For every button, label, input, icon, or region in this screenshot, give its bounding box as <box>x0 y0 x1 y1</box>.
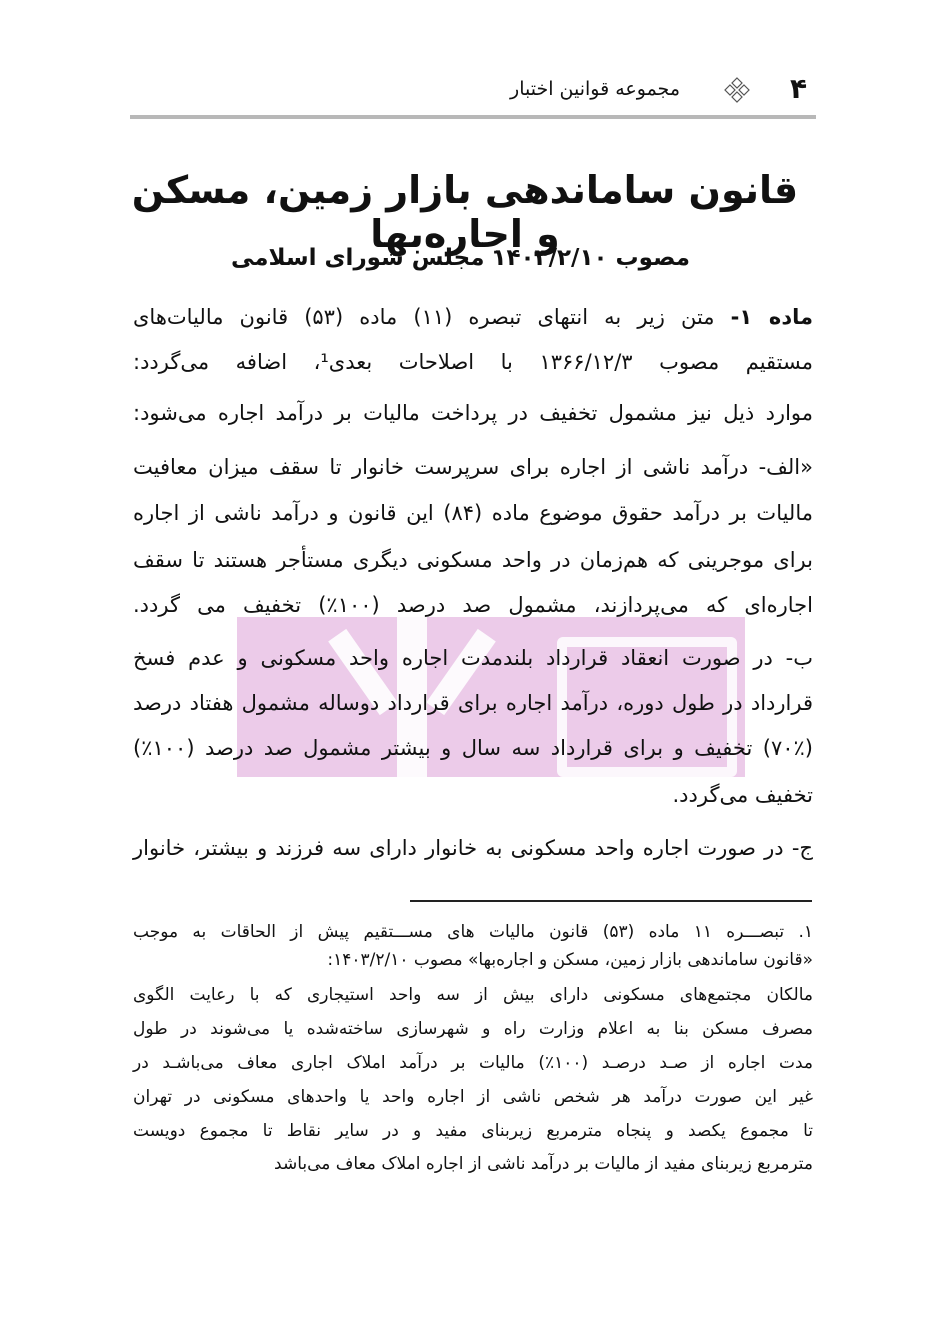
body-line: قرارداد در طول دوره، درآمد اجاره برای قرارداد دوساله مشمول هفتاد درصد <box>133 691 813 715</box>
footnote-line: مصرف مسکن بنا به اعلام وزارت راه و شهرسازی ساخته‌شده یا می‌شوند در طول <box>133 1019 813 1039</box>
footnote-line: «قانون ساماندهی بازار زمین، مسکن و اجاره‌بها» مصوب ۱۴۰۳/۲/۱۰: <box>327 950 813 970</box>
body-line: (۷۰٪) تخفیف و برای قرارداد سه سال و بیشتر مشمول صد درصد (۱۰۰٪) <box>133 736 813 760</box>
body-line-text: متن زیر به انتهای تبصره (۱۱) ماده (۵۳) قانون مالیات‌های <box>133 305 731 329</box>
body-line: ج- در صورت اجاره واحد مسکونی به خانوار دارای سه فرزند و بیشتر، خانوار <box>133 836 813 860</box>
body-line: برای موجرینی که هم‌زمان در واحد مسکونی دیگری مستأجر هستند تا سقف <box>133 548 813 572</box>
body-line: مالیات بر درآمد حقوق موضوع ماده (۸۴) این قانون و درآمد ناشی از اجاره <box>133 501 813 525</box>
body-line: «الف- درآمد ناشی از اجاره برای سرپرست خانوار تا سقف میزان معافیت <box>133 455 813 479</box>
page-subtitle: مصوب ۱۴۰۳/۲/۱۰ مجلس شورای اسلامی <box>231 245 690 271</box>
footnote-separator <box>410 900 812 902</box>
header-rule <box>130 115 816 119</box>
footnote-line: مالکان مجتمع‌های مسکونی دارای بیش از سه واحد استیجاری که با رعایت الگوی <box>133 985 813 1005</box>
footnote-line: ۱. تبصـــره ۱۱ ماده (۵۳) قانون مالیات های مســـتقیم پیش از الحاقات به موجب <box>133 922 813 942</box>
body-line: موارد ذیل نیز مشمول تخفیف در پرداخت مالیات بر درآمد اجاره می‌شود: <box>133 401 813 425</box>
page-number: ۴ <box>790 72 808 105</box>
body-line: اجاره‌ای که می‌پردازند، مشمول صد درصد (۱۰۰٪) تخفیف می گردد. <box>133 593 813 617</box>
diamond-cluster-icon <box>722 76 752 106</box>
body-line: مستقیم مصوب ۱۳۶۶/۱۲/۳ با اصلاحات بعدی¹، اضافه می‌گردد: <box>133 350 813 374</box>
body-line <box>133 302 813 332</box>
article-label: ماده ۱- <box>730 305 813 329</box>
body-line: تخفیف می‌گردد. <box>672 783 813 807</box>
footnote-line: تا مجموع یکصد و پنجاه مترمربع زیربنای مفید و در سایر نقاط تا مجموع دویست <box>133 1121 813 1141</box>
page-title: قانون ساماندهی بازار زمین، مسکن و اجاره‌بها <box>131 168 799 256</box>
running-title: مجموعه قوانین اختبار <box>510 78 680 100</box>
footnote-line: غیر این صورت درآمد هر شخص ناشی از اجاره واحد یا واحدهای مسکونی در تهران <box>133 1087 813 1107</box>
footnote-line: مترمربع زیربنای مفید از مالیات بر درآمد ناشی از اجاره املاک معاف می‌باشد <box>274 1154 813 1174</box>
footnote-line: مدت اجاره از صـد درصـد (۱۰۰٪) مالیات بر درآمد املاک اجاری معاف می‌باشـد در <box>133 1053 813 1073</box>
body-line: ب- در صورت انعقاد قرارداد بلندمدت اجاره واحد مسکونی و عدم فسخ <box>133 646 813 670</box>
